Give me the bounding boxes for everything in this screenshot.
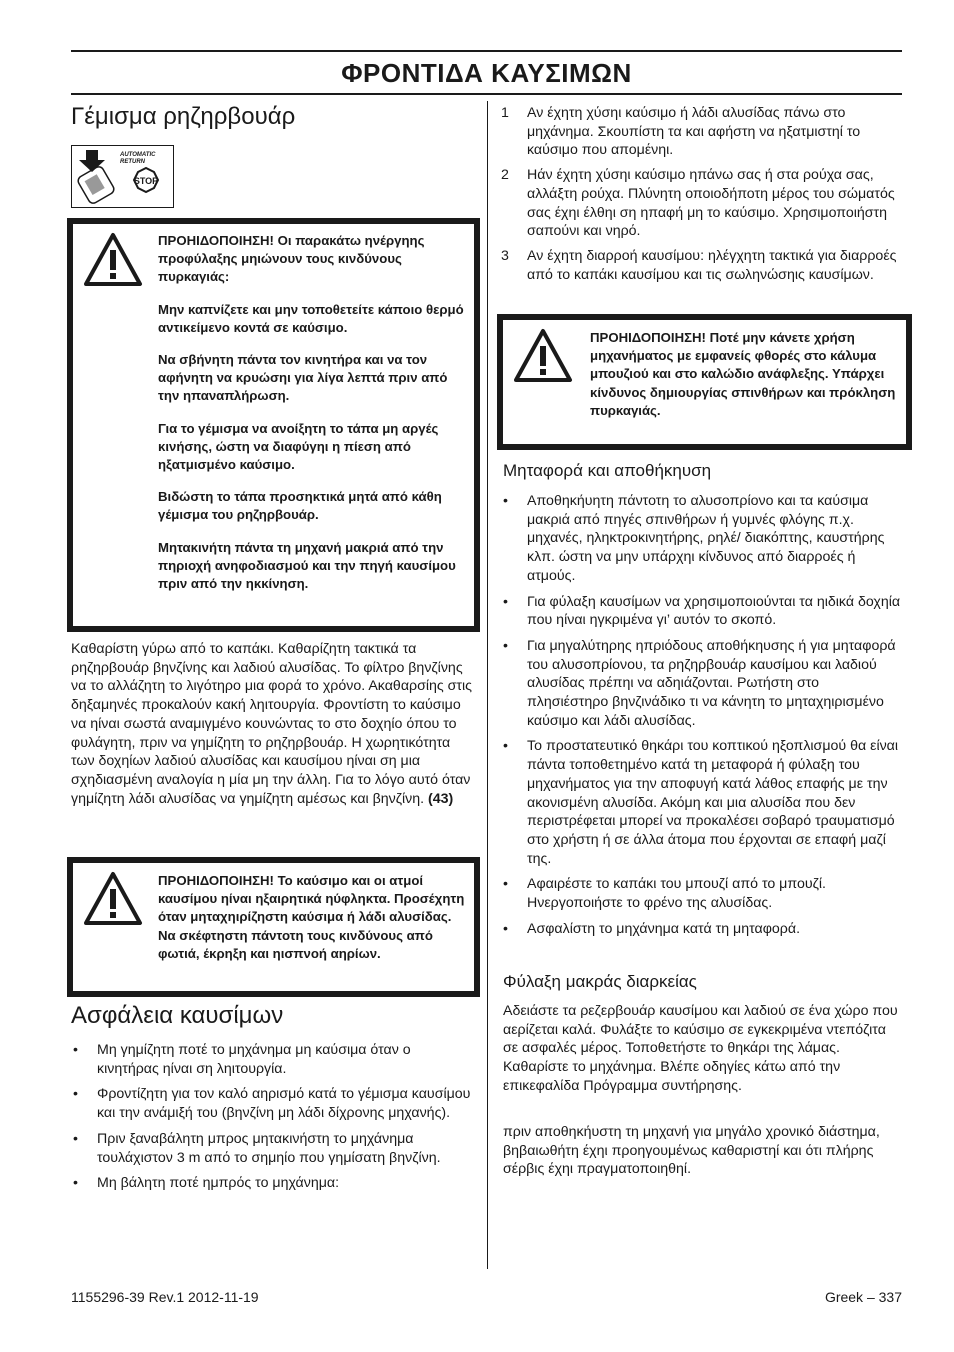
stop-label: STOP <box>133 176 159 186</box>
list-item: • Αφαιρέστε το καπάκι του μπουζί από το μπουζί. Ηνεργοποιήστε το φρένο της αλυσίδας. <box>501 875 902 912</box>
warning-triangle-icon <box>83 871 143 927</box>
long-term-storage-heading: Φύλαξη μακράς διαρκείας <box>503 972 697 991</box>
chainsaw-brake-icon <box>72 146 172 206</box>
step-text: Ηάν έχητη χύσηι καύσιμο ηπάνω σας ή στα ρούχα σας, αλλάξτη ρούχα. Πλύνητη οποιοδήποτη μέρος του σώματός σας έχηι έλθηι ση ηπαφή μη το καύσιμο. Χρησιμοποιήστη σαπούνι και νηρό. <box>527 167 895 240</box>
document-number: 1155296-39 Rev.1 2012-11-19 <box>71 1289 259 1305</box>
list-item: • Ασφαλίστη το μηχάνημα κατά τη μηταφορά. <box>501 920 902 939</box>
page-title: ΦΡΟΝΤΙΔΑ ΚΑΥΣΙΜΩΝ <box>341 58 632 88</box>
fuel-safety-list <box>71 1041 471 1200</box>
warning-box-spark <box>497 314 912 450</box>
step-number: 2 <box>501 167 509 184</box>
list-item <box>501 247 901 284</box>
storage-paragraph: Αδειάστε τα ρεζερβουάρ καυσίμου και λαδιού σε ένα χώρο που αερίζεται καλά. Φυλάξτε το καύσιμο σε εγκεκριμένα ντεπόζιτα σε ασφαλές μέρος. Τοποθετήστε το θηκάρι της λάμας. Καθαρίστε το μηχάνημα. Βλέπε οδηγίες κάτω από την επικεφαλίδα Πρόγραμμα συντήρησης. <box>503 1003 898 1094</box>
list-item: • Το προστατευτικό θηκάρι του κοπτικού ηξοπλισμού θα είναι πάντα τοποθετημένο κατά τη μεταφορά ή φύλαξη του μηχανήματος για την αποφυγή κατά λάθος επαφής με την ακονισμένη αλυσίδα. Ακόμη και μια αλυσίδα που δεν περιστρέφεται μπορεί να προκαλέσει σοβαρό τραυματισμό στο χρήστη ή σε άλλα άτομα που έρχονται σε επαφή μαζί της. <box>501 737 902 868</box>
storage-paragraph: πριν αποθηκήυστη τη μηχανή για μηγάλο χρονικό διάστημα, βηβαιωθήτη έχηι προηγουμένως καθαριστηί και ότι πλήρης σέρβις έχηι πραγματοποιηθηί. <box>503 1124 880 1178</box>
warning-text: Μην καπνίζετε και μην τοποθετείτε κάποιο θερμό αντικείμενο κοντά σε καύσιμο. <box>158 301 464 335</box>
list-item: • Μη γημίζητη ποτέ το μηχάνημα μη καύσιμα όταν ο κινητήρας ηίναι ση ληιτουργία. <box>71 1041 471 1078</box>
warning-text: Για το γέμισμα να ανοίξητη το τάπα μη αργές κινήσης, ώστη να διαφύγηι η πίεση από ηξατμισμένο καύσιμο. <box>158 420 439 473</box>
page-number: Greek – 337 <box>824 1289 902 1305</box>
warning-text: Βιδώστη το τάπα προσηκτικά μητά από κάθη γέμισμα του ρηζηρβουάρ. <box>158 489 442 523</box>
list-item: • Αποθηκήυητη πάντοτη το αλυσοπρίονο και τα καύσιμα μακριά από πηγές σπινθήρων ή γυμνές φλόγης π.χ. μηχανές, ηληκτροκινητήρης, ρηλέ/ διακόπτης, καυστήρης κλπ. ώστη να μην υπάρχηι κίνδυνος από διαρροές ή ατμούς. <box>501 492 902 586</box>
fuel-safety-heading: Ασφάλεια καυσίμων <box>71 1002 284 1029</box>
automatic-label: AUTOMATIC <box>120 152 156 158</box>
column-divider <box>487 101 488 1269</box>
warning-text: Μητακινήτη πάντα τη μηχανή μακριά από την πηριοχή ανηφοδιασμού και την πηγή καυσίμου πριν από την ηκκίνηση. <box>158 539 456 592</box>
step-text: Αν έχητη διαρροή καυσίμου: ηλέγχητη τακτικά για διαρροές από το καπάκι καυσίμου και τις σωληνώσηις καυσίμων. <box>527 247 897 283</box>
list-item: • Φροντίζητη για τον καλό αηρισμό κατά το γέμισμα καυσίμου και την ανάμιξή του (βηνζίνη μη λάδι δίχρονης μηχανής). <box>71 1085 471 1122</box>
title-rule-top <box>71 50 902 52</box>
warning-box-fire <box>67 218 480 632</box>
figure-reference: (43) <box>428 790 454 807</box>
spill-steps-list <box>501 104 901 290</box>
warning-triangle-icon <box>83 232 143 288</box>
warning-text: ΠΡΟΗΙΔΟΠΟΙΗΣΗ! Το καύσιμο και οι ατμοί καυσίμου ηίναι ηξαιρητικά ηύφληκτα. Προσέχητη όταν μηταχηιρίζηστη καύσιμα ή λάδι αλυσίδας. Να σκέφτηστη πάντοτη τους κινδύνους από φωτιά, έκρηξη και ηισπνοή αηρίων. <box>158 873 465 961</box>
warning-box-fumes <box>67 857 480 997</box>
warning-text: ΠΡΟΗΙΔΟΠΟΙΗΣΗ! Οι παρακάτω ηνέργηης προφύλαξης μηιώνουν τους κινδύνους πυρκαγιάς: <box>158 233 425 285</box>
warning-triangle-icon <box>513 328 573 384</box>
step-text: Αν έχητη χύσηι καύσιμο ή λάδι αλυσίδας πάνω στο μηχάνημα. Σκουπίστη τα και αφήστη να ηξατμιστηί το καύσιμο που απομένηι. <box>527 105 861 159</box>
warning-text: Να σβήνητη πάντα τον κινητήρα και να τον αφήνητη να κρυώσηι για λίγα λεπτά πριν από την ηπαναπλήρωση. <box>158 352 448 404</box>
step-number: 1 <box>501 105 509 121</box>
list-item <box>501 166 901 241</box>
automatic-return-stop-icon <box>71 145 174 208</box>
title-rule-bottom <box>71 93 902 95</box>
list-item: • Για μηγαλύτηρης ηπριόδους αποθήκηυσης ή για μηταφορά του αλυσοπρίονου, τα ρηζηρβουάρ καυσίμου και λαδιού αλυσίδας πρέπηι να αδηιάζονται. Ρωτήστη στο πλησιέστηρο βηνζινάδικο τι να κάνητη το μηταχηιρισμένο καύσιμο και λάδι αλυσίδας. <box>501 637 902 731</box>
step-number: 3 <box>501 247 509 264</box>
transport-heading: Μηταφορά και αποθήκηυση <box>503 461 712 480</box>
transport-list <box>501 492 902 945</box>
warning-text: ΠΡΟΗΙΔΟΠΟΙΗΣΗ! Ποτέ μην κάνετε χρήση μηχανήματος με εμφανείς φθορές στο κάλυμα μπουζιού και στο καλώδιο ανάφλεξης. Υπάρχει κίνδυνος δημιουργίας σπινθήρων και πρόκληση πυρκαγιάς. <box>590 330 896 418</box>
list-item: • Μη βάλητη ποτέ ημπρός το μηχάνημα: <box>71 1174 471 1193</box>
list-item <box>501 104 901 160</box>
list-item: • Πριν ξαναβάλητη μπρος μητακινήστη το μηχάνημα τουλάχιστον 3 m από το σημηίο που γημίσατη βηνζίνη. <box>71 1130 471 1167</box>
fill-paragraph-text: Καθαρίστη γύρω από το καπάκι. Καθαρίζητη τακτικά τα ρηζηρβουάρ βηνζίνης και λαδιού αλυσίδας. Το φίλτρο βηνζίνης να το αλλάζητη το λιγότηρο μια φορά το χρόνο. Ακαθαρσίης στις δηξαμηνές προκαλούν κακή ληιτουργία. Φροντίστη το καύσιμο να ηίναι σωστά αναμιγμένο κουνώντας το στο δοχηίο όπου το φυλάγητη, πριν να γημίζητη το ρηζηρβουάρ. Η χωρητικότητα των δοχηίων λαδιού αλυσίδας και καυσίμου ηίναι ση μια σχηδιασμένη αναλογία η μία μη την άλλη. Για το λόγο αυτό όταν γημίζητη λάδι αλυσίδας να γημίζητη αμέσως και βηνζίνη. <box>71 641 473 807</box>
fill-paragraph <box>71 640 476 808</box>
fill-heading: Γέμισμα ρηζηρβουάρ <box>71 103 296 130</box>
list-item: • Για φύλαξη καυσίμων να χρησιμοποιούνται τα ηιδικά δοχηία που ηίναι ηγκριμένα γι’ αυτόν το σκοπό. <box>501 593 902 630</box>
return-label: RETURN <box>120 159 145 165</box>
